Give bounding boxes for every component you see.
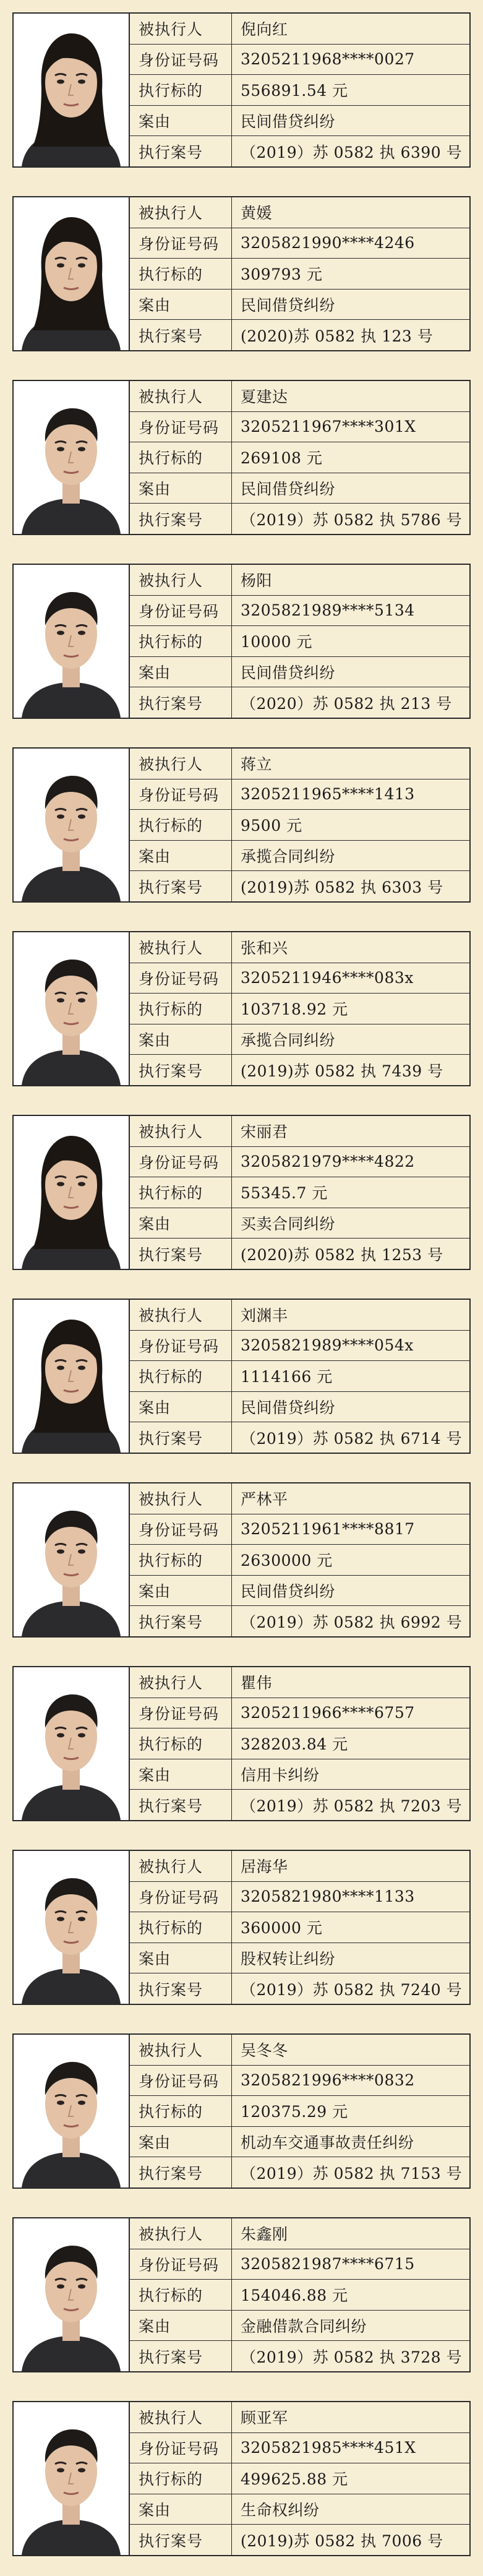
portrait-icon <box>14 2402 128 2555</box>
info-row-cause <box>130 2494 469 2525</box>
info-row-case <box>130 1422 469 1453</box>
field-label-id: 身份证号码 <box>130 2066 232 2096</box>
field-value-id: 3205211965****1413 <box>241 785 415 804</box>
field-label-id: 身份证号码 <box>130 2433 232 2463</box>
info-row-name <box>130 2218 469 2249</box>
debtor-info-table <box>130 197 469 350</box>
info-row-cause <box>130 106 469 137</box>
info-row-name <box>130 1851 469 1882</box>
field-value-case: （2019）苏 0582 执 6390 号 <box>241 143 463 161</box>
portrait-icon <box>14 14 128 166</box>
field-value-case: (2019)苏 0582 执 7439 号 <box>241 1062 443 1080</box>
field-value-name: 蒋立 <box>241 755 273 774</box>
field-value-id: 3205821985****451X <box>241 2439 416 2457</box>
info-row-id <box>130 1698 469 1729</box>
field-value-amount: 1114166 元 <box>241 1368 333 1386</box>
field-value-cause: 买卖合同纠纷 <box>241 1215 336 1234</box>
debtor-card <box>12 931 471 1086</box>
info-row-id <box>130 1514 469 1545</box>
field-value-id: 3205821989****054x <box>241 1336 414 1355</box>
field-value-case: （2019）苏 0582 执 3728 号 <box>241 2348 463 2366</box>
field-label-name: 被执行人 <box>130 1667 232 1698</box>
info-row-name <box>130 197 469 228</box>
debtor-info-table <box>130 381 469 534</box>
info-row-case <box>130 504 469 534</box>
field-value-cause: 机动车交通事故责任纠纷 <box>241 2134 414 2152</box>
field-value-case: (2020)苏 0582 执 1253 号 <box>241 1245 443 1264</box>
info-row-id <box>130 963 469 994</box>
field-label-name: 被执行人 <box>130 749 232 779</box>
info-row-cause <box>130 1392 469 1423</box>
field-value-id: 3205821989****5134 <box>241 601 415 620</box>
debtor-card <box>12 2033 471 2189</box>
debtor-photo <box>14 1483 130 1636</box>
field-label-name: 被执行人 <box>130 2035 232 2065</box>
field-label-id: 身份证号码 <box>130 228 232 259</box>
field-label-id: 身份证号码 <box>130 412 232 442</box>
debtor-photo <box>14 381 130 534</box>
info-row-case <box>130 2525 469 2555</box>
info-row-amount <box>130 75 469 106</box>
field-label-name: 被执行人 <box>130 1300 232 1330</box>
field-label-name: 被执行人 <box>130 197 232 228</box>
info-row-case <box>130 1973 469 2004</box>
info-row-case <box>130 136 469 166</box>
field-value-amount: 103718.92 元 <box>241 1000 348 1019</box>
field-value-id: 3205821980****1133 <box>241 1887 415 1906</box>
debtor-card <box>12 12 471 168</box>
field-value-id: 3205821996****0832 <box>241 2071 415 2090</box>
info-row-cause <box>130 1943 469 1974</box>
field-value-cause: 民间借贷纠纷 <box>241 113 336 131</box>
portrait-icon <box>14 932 128 1085</box>
info-row-amount <box>130 1545 469 1576</box>
debtor-info-table <box>130 749 469 901</box>
field-value-amount: 10000 元 <box>241 633 312 651</box>
field-label-cause: 案由 <box>130 657 232 687</box>
portrait-icon <box>14 2035 128 2187</box>
info-row-case <box>130 871 469 901</box>
field-label-cause: 案由 <box>130 1576 232 1606</box>
field-label-cause: 案由 <box>130 1208 232 1239</box>
debtor-info-table <box>130 1667 469 1820</box>
debtor-photo <box>14 565 130 718</box>
field-label-cause: 案由 <box>130 2127 232 2157</box>
field-value-cause: 民间借贷纠纷 <box>241 664 336 682</box>
info-row-case <box>130 2341 469 2371</box>
field-value-case: (2019)苏 0582 执 7006 号 <box>241 2531 443 2550</box>
debtor-info-table <box>130 1483 469 1636</box>
field-value-amount: 556891.54 元 <box>241 82 348 100</box>
info-row-cause <box>130 1024 469 1055</box>
field-label-case: 执行案号 <box>130 2157 232 2187</box>
field-label-amount: 执行标的 <box>130 810 232 840</box>
portrait-icon <box>14 1483 128 1636</box>
debtor-card <box>12 1115 471 1270</box>
debtor-info-table <box>130 1851 469 2004</box>
portrait-icon <box>14 1851 128 2004</box>
debtor-photo <box>14 14 130 166</box>
field-label-case: 执行案号 <box>130 2525 232 2555</box>
field-label-case: 执行案号 <box>130 1606 232 1636</box>
info-row-id <box>130 228 469 259</box>
field-label-cause: 案由 <box>130 1024 232 1055</box>
field-value-case: （2019）苏 0582 执 5786 号 <box>241 510 463 529</box>
debtor-card <box>12 196 471 351</box>
field-label-id: 身份证号码 <box>130 2249 232 2280</box>
field-label-case: 执行案号 <box>130 1973 232 2004</box>
field-label-amount: 执行标的 <box>130 442 232 473</box>
info-row-name <box>130 1667 469 1698</box>
field-label-amount: 执行标的 <box>130 1912 232 1943</box>
field-label-cause: 案由 <box>130 473 232 504</box>
debtor-photo <box>14 2035 130 2187</box>
field-value-amount: 360000 元 <box>241 1919 323 1938</box>
debtor-info-table <box>130 1300 469 1453</box>
field-label-case: 执行案号 <box>130 504 232 534</box>
field-label-cause: 案由 <box>130 2494 232 2525</box>
debtor-info-table <box>130 2035 469 2187</box>
field-label-amount: 执行标的 <box>130 1361 232 1391</box>
debtor-photo <box>14 1667 130 1820</box>
debtor-photo <box>14 1116 130 1269</box>
field-label-cause: 案由 <box>130 106 232 136</box>
field-label-name: 被执行人 <box>130 2218 232 2249</box>
field-label-amount: 执行标的 <box>130 1545 232 1575</box>
field-label-case: 执行案号 <box>130 871 232 901</box>
debtor-card <box>12 1482 471 1638</box>
portrait-icon <box>14 1116 128 1269</box>
debtor-info-table <box>130 2402 469 2555</box>
debtor-card <box>12 2401 471 2556</box>
field-value-name: 杨阳 <box>241 572 273 590</box>
info-row-case <box>130 2157 469 2187</box>
info-row-name <box>130 14 469 45</box>
field-label-name: 被执行人 <box>130 1483 232 1514</box>
field-value-cause: 承揽合同纠纷 <box>241 1031 336 1050</box>
info-row-case <box>130 687 469 718</box>
field-label-id: 身份证号码 <box>130 779 232 810</box>
info-row-cause <box>130 2127 469 2158</box>
field-label-cause: 案由 <box>130 2311 232 2341</box>
info-row-cause <box>130 2311 469 2342</box>
info-row-cause <box>130 1208 469 1239</box>
info-row-id <box>130 412 469 443</box>
field-value-id: 3205821979****4822 <box>241 1153 415 1171</box>
field-value-name: 刘渊丰 <box>241 1307 288 1325</box>
debtor-photo <box>14 932 130 1085</box>
info-row-name <box>130 2402 469 2433</box>
field-value-cause: 承揽合同纠纷 <box>241 848 336 866</box>
info-row-case <box>130 1790 469 1820</box>
debtor-card <box>12 1850 471 2005</box>
field-label-case: 执行案号 <box>130 1055 232 1085</box>
info-row-name <box>130 381 469 412</box>
debtor-photo <box>14 197 130 350</box>
field-value-cause: 信用卡纠纷 <box>241 1766 320 1785</box>
field-value-cause: 民间借贷纠纷 <box>241 296 336 315</box>
info-row-amount <box>130 442 469 473</box>
info-row-cause <box>130 290 469 320</box>
field-label-amount: 执行标的 <box>130 626 232 656</box>
field-label-id: 身份证号码 <box>130 1514 232 1545</box>
info-row-cause <box>130 473 469 504</box>
info-row-id <box>130 2433 469 2464</box>
portrait-icon <box>14 1300 128 1453</box>
field-value-name: 吴冬冬 <box>241 2041 288 2060</box>
field-label-case: 执行案号 <box>130 2341 232 2371</box>
portrait-icon <box>14 197 128 350</box>
field-value-id: 3205821990****4246 <box>241 234 415 252</box>
field-label-name: 被执行人 <box>130 2402 232 2432</box>
field-value-case: （2020）苏 0582 执 213 号 <box>241 694 452 713</box>
field-label-id: 身份证号码 <box>130 1147 232 1177</box>
info-row-id <box>130 1882 469 1913</box>
field-label-amount: 执行标的 <box>130 994 232 1024</box>
field-label-name: 被执行人 <box>130 1851 232 1881</box>
field-value-id: 3205211967****301X <box>241 418 416 436</box>
debtor-photo <box>14 749 130 901</box>
field-label-cause: 案由 <box>130 841 232 871</box>
info-row-name <box>130 932 469 963</box>
field-label-amount: 执行标的 <box>130 2096 232 2126</box>
field-value-id: 3205211961****8817 <box>241 1520 415 1539</box>
field-value-case: （2019）苏 0582 执 6992 号 <box>241 1613 463 1631</box>
field-label-id: 身份证号码 <box>130 1331 232 1361</box>
info-row-case <box>130 1606 469 1636</box>
field-value-name: 顾亚军 <box>241 2409 288 2428</box>
info-row-id <box>130 1331 469 1362</box>
info-row-amount <box>130 1177 469 1208</box>
field-value-name: 朱鑫刚 <box>241 2225 288 2244</box>
field-value-amount: 120375.29 元 <box>241 2103 348 2121</box>
info-row-amount <box>130 1912 469 1943</box>
debtor-photo <box>14 2402 130 2555</box>
field-value-amount: 309793 元 <box>241 265 323 284</box>
info-row-amount <box>130 1361 469 1392</box>
info-row-id <box>130 596 469 627</box>
field-label-cause: 案由 <box>130 1943 232 1973</box>
info-row-cause <box>130 657 469 688</box>
field-value-cause: 民间借贷纠纷 <box>241 1399 336 1417</box>
field-value-amount: 55345.7 元 <box>241 1184 328 1203</box>
field-value-cause: 金融借款合同纠纷 <box>241 2317 367 2336</box>
info-row-id <box>130 45 469 75</box>
info-row-case <box>130 1055 469 1085</box>
debtor-card <box>12 380 471 535</box>
debtor-card <box>12 747 471 903</box>
field-value-name: 严林平 <box>241 1490 288 1509</box>
field-value-amount: 9500 元 <box>241 817 302 835</box>
field-label-name: 被执行人 <box>130 14 232 44</box>
field-value-name: 倪向红 <box>241 20 288 39</box>
debtor-card <box>12 1666 471 1821</box>
field-label-amount: 执行标的 <box>130 75 232 105</box>
info-row-amount <box>130 994 469 1024</box>
debtor-info-table <box>130 565 469 718</box>
debtor-photo <box>14 1300 130 1453</box>
info-row-amount <box>130 2280 469 2311</box>
info-row-id <box>130 1147 469 1178</box>
info-row-case <box>130 1239 469 1269</box>
field-label-id: 身份证号码 <box>130 963 232 994</box>
info-row-name <box>130 2035 469 2066</box>
info-row-amount <box>130 259 469 290</box>
field-label-cause: 案由 <box>130 290 232 320</box>
info-row-cause <box>130 1759 469 1790</box>
field-value-case: （2019）苏 0582 执 7240 号 <box>241 1980 463 1999</box>
field-value-case: （2019）苏 0582 执 6714 号 <box>241 1429 463 1448</box>
field-label-name: 被执行人 <box>130 565 232 595</box>
field-label-amount: 执行标的 <box>130 259 232 289</box>
info-row-name <box>130 1483 469 1514</box>
field-value-id: 3205211966****6757 <box>241 1704 415 1722</box>
field-value-cause: 民间借贷纠纷 <box>241 1582 336 1601</box>
field-value-id: 3205211946****083x <box>241 969 414 987</box>
field-label-case: 执行案号 <box>130 1239 232 1269</box>
info-row-amount <box>130 626 469 657</box>
info-row-amount <box>130 810 469 841</box>
field-value-name: 瞿伟 <box>241 1674 273 1693</box>
portrait-icon <box>14 749 128 901</box>
info-row-amount <box>130 1728 469 1759</box>
info-row-name <box>130 1116 469 1147</box>
debtor-card <box>12 2217 471 2372</box>
debtor-photo <box>14 2218 130 2371</box>
field-value-name: 居海华 <box>241 1858 288 1876</box>
info-row-name <box>130 565 469 596</box>
field-value-case: (2019)苏 0582 执 6303 号 <box>241 878 443 896</box>
field-label-case: 执行案号 <box>130 136 232 166</box>
field-value-cause: 股权转让纠纷 <box>241 1950 336 1968</box>
field-label-case: 执行案号 <box>130 1790 232 1820</box>
field-value-name: 黄媛 <box>241 204 273 223</box>
field-label-id: 身份证号码 <box>130 1882 232 1912</box>
info-row-name <box>130 749 469 779</box>
field-label-amount: 执行标的 <box>130 2280 232 2310</box>
field-label-cause: 案由 <box>130 1392 232 1422</box>
field-label-case: 执行案号 <box>130 320 232 350</box>
info-row-id <box>130 2249 469 2280</box>
info-row-id <box>130 779 469 810</box>
field-value-amount: 499625.88 元 <box>241 2470 348 2489</box>
field-value-case: (2020)苏 0582 执 123 号 <box>241 327 434 345</box>
debtor-photo <box>14 1851 130 2004</box>
field-value-cause: 生命权纠纷 <box>241 2501 320 2520</box>
info-row-amount <box>130 2463 469 2494</box>
field-value-case: （2019）苏 0582 执 7153 号 <box>241 2164 463 2183</box>
portrait-icon <box>14 565 128 718</box>
field-label-name: 被执行人 <box>130 1116 232 1146</box>
field-label-case: 执行案号 <box>130 1422 232 1453</box>
debtor-info-table <box>130 932 469 1085</box>
debtor-card <box>12 1299 471 1454</box>
field-value-name: 宋丽君 <box>241 1123 288 1141</box>
field-value-amount: 328203.84 元 <box>241 1735 348 1754</box>
portrait-icon <box>14 1667 128 1820</box>
debtor-card <box>12 564 471 719</box>
field-value-name: 张和兴 <box>241 939 288 958</box>
field-label-id: 身份证号码 <box>130 596 232 626</box>
debtor-info-table <box>130 2218 469 2371</box>
info-row-name <box>130 1300 469 1331</box>
field-value-name: 夏建达 <box>241 388 288 406</box>
field-label-case: 执行案号 <box>130 687 232 718</box>
info-row-case <box>130 320 469 350</box>
field-label-name: 被执行人 <box>130 932 232 963</box>
field-label-cause: 案由 <box>130 1759 232 1790</box>
field-label-id: 身份证号码 <box>130 45 232 75</box>
field-value-id: 3205821987****6715 <box>241 2255 415 2273</box>
portrait-icon <box>14 2218 128 2371</box>
debtor-info-table <box>130 14 469 166</box>
info-row-cause <box>130 841 469 872</box>
field-label-amount: 执行标的 <box>130 2463 232 2494</box>
field-value-amount: 2630000 元 <box>241 1552 333 1570</box>
field-value-id: 3205211968****0027 <box>241 50 415 69</box>
field-label-amount: 执行标的 <box>130 1177 232 1208</box>
field-value-case: （2019）苏 0582 执 7203 号 <box>241 1797 463 1815</box>
debtor-info-table <box>130 1116 469 1269</box>
field-value-cause: 民间借贷纠纷 <box>241 480 336 499</box>
field-label-amount: 执行标的 <box>130 1728 232 1759</box>
field-label-name: 被执行人 <box>130 381 232 411</box>
field-value-amount: 154046.88 元 <box>241 2286 348 2305</box>
info-row-cause <box>130 1576 469 1607</box>
field-value-amount: 269108 元 <box>241 449 323 468</box>
info-row-id <box>130 2066 469 2097</box>
info-row-amount <box>130 2096 469 2127</box>
field-label-id: 身份证号码 <box>130 1698 232 1728</box>
portrait-icon <box>14 381 128 534</box>
